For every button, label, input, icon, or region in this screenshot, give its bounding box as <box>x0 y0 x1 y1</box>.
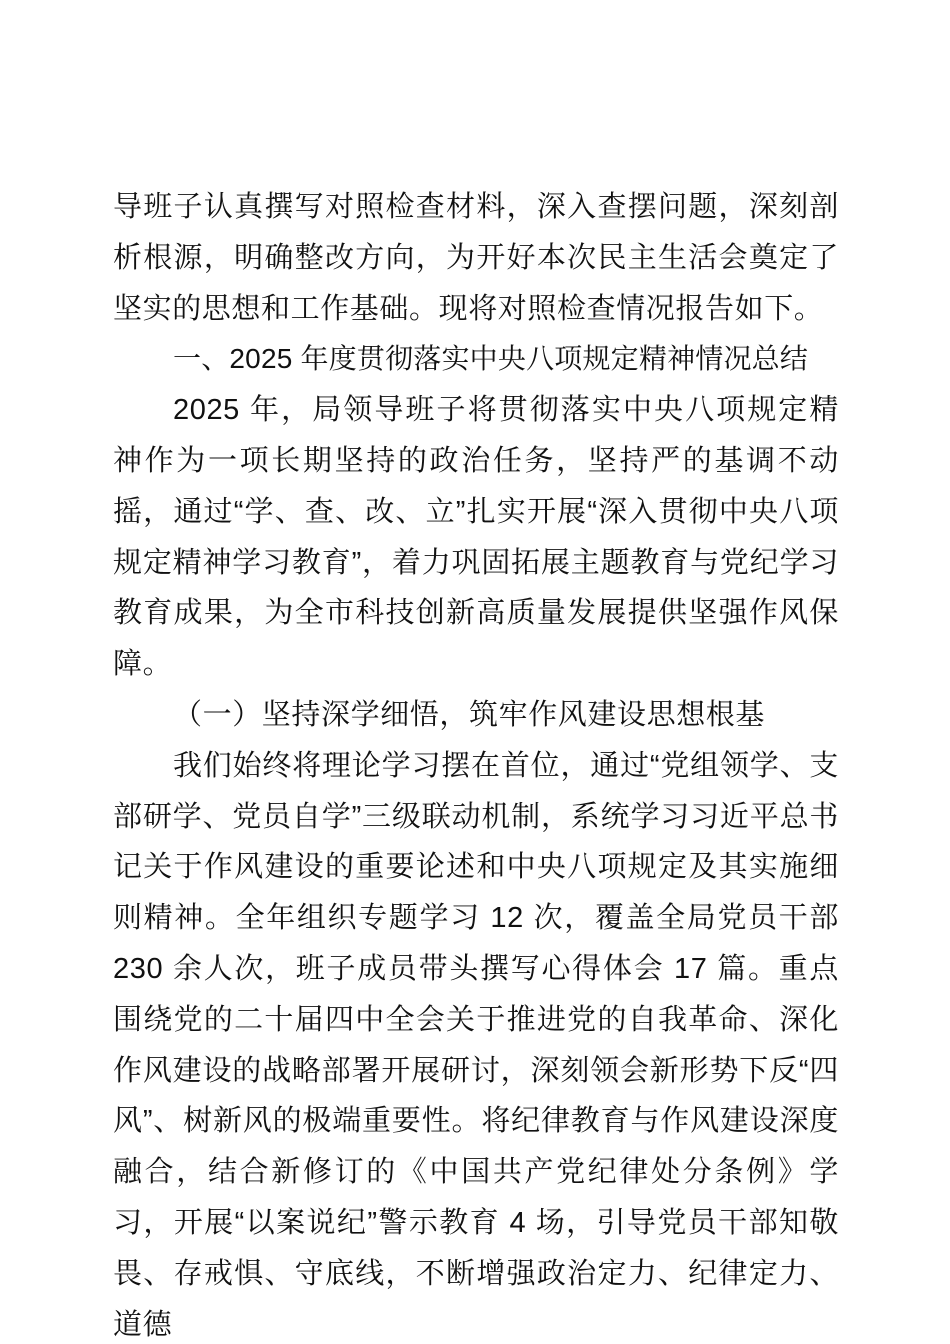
paragraph-intro: 导班子认真撰写对照检查材料，深入查摆问题，深刻剖析根源，明确整改方向，为开好本次民主生活会奠定了坚实的思想和工作基础。现将对照检查情况报告如下。 <box>113 191 839 325</box>
paragraph-year-2025-overview: 2025 年，局领导班子将贯彻落实中央八项规定精神作为一项长期坚持的政治任务，坚持严的基调不动摇，通过“学、查、改、立”扎实开展“深入贯彻中央八项规定精神学习教育”，着力巩固拓展主题教育与党纪学习教育成果，为全市科技创新高质量发展提供坚强作风保障。 <box>113 394 839 681</box>
paragraph-theory-study: 我们始终将理论学习摆在首位，通过“党组领学、支部研学、党员自学”三级联动机制，系统学习习近平总书记关于作风建设的重要论述和中央八项规定及其实施细则精神。全年组织专题学习 12 次，覆盖全局党员干部 230 余人次，班子成员带头撰写心得体会 17 篇。重点围绕党的二十届四中全会关于推进党的自我革命、深化作风建设的战略部署开展研讨，深刻领会新形势下反“四风”、树新风的极端重要性。将纪律教育与作风建设深度融合，结合新修订的《中国共产党纪律处分条例》学习，开展“以案说纪”警示教育 4 场，引导党员干部知敬畏、存戒惧、守底线，不断增强政治定力、纪律定力、道德 <box>113 749 839 1341</box>
heading-subsection-one: （一）坚持深学细悟，筑牢作风建设思想根基 <box>173 698 766 731</box>
heading-section-one: 一、2025 年度贯彻落实中央八项规定精神情况总结 <box>173 343 809 375</box>
document-text-column <box>113 182 839 1344</box>
